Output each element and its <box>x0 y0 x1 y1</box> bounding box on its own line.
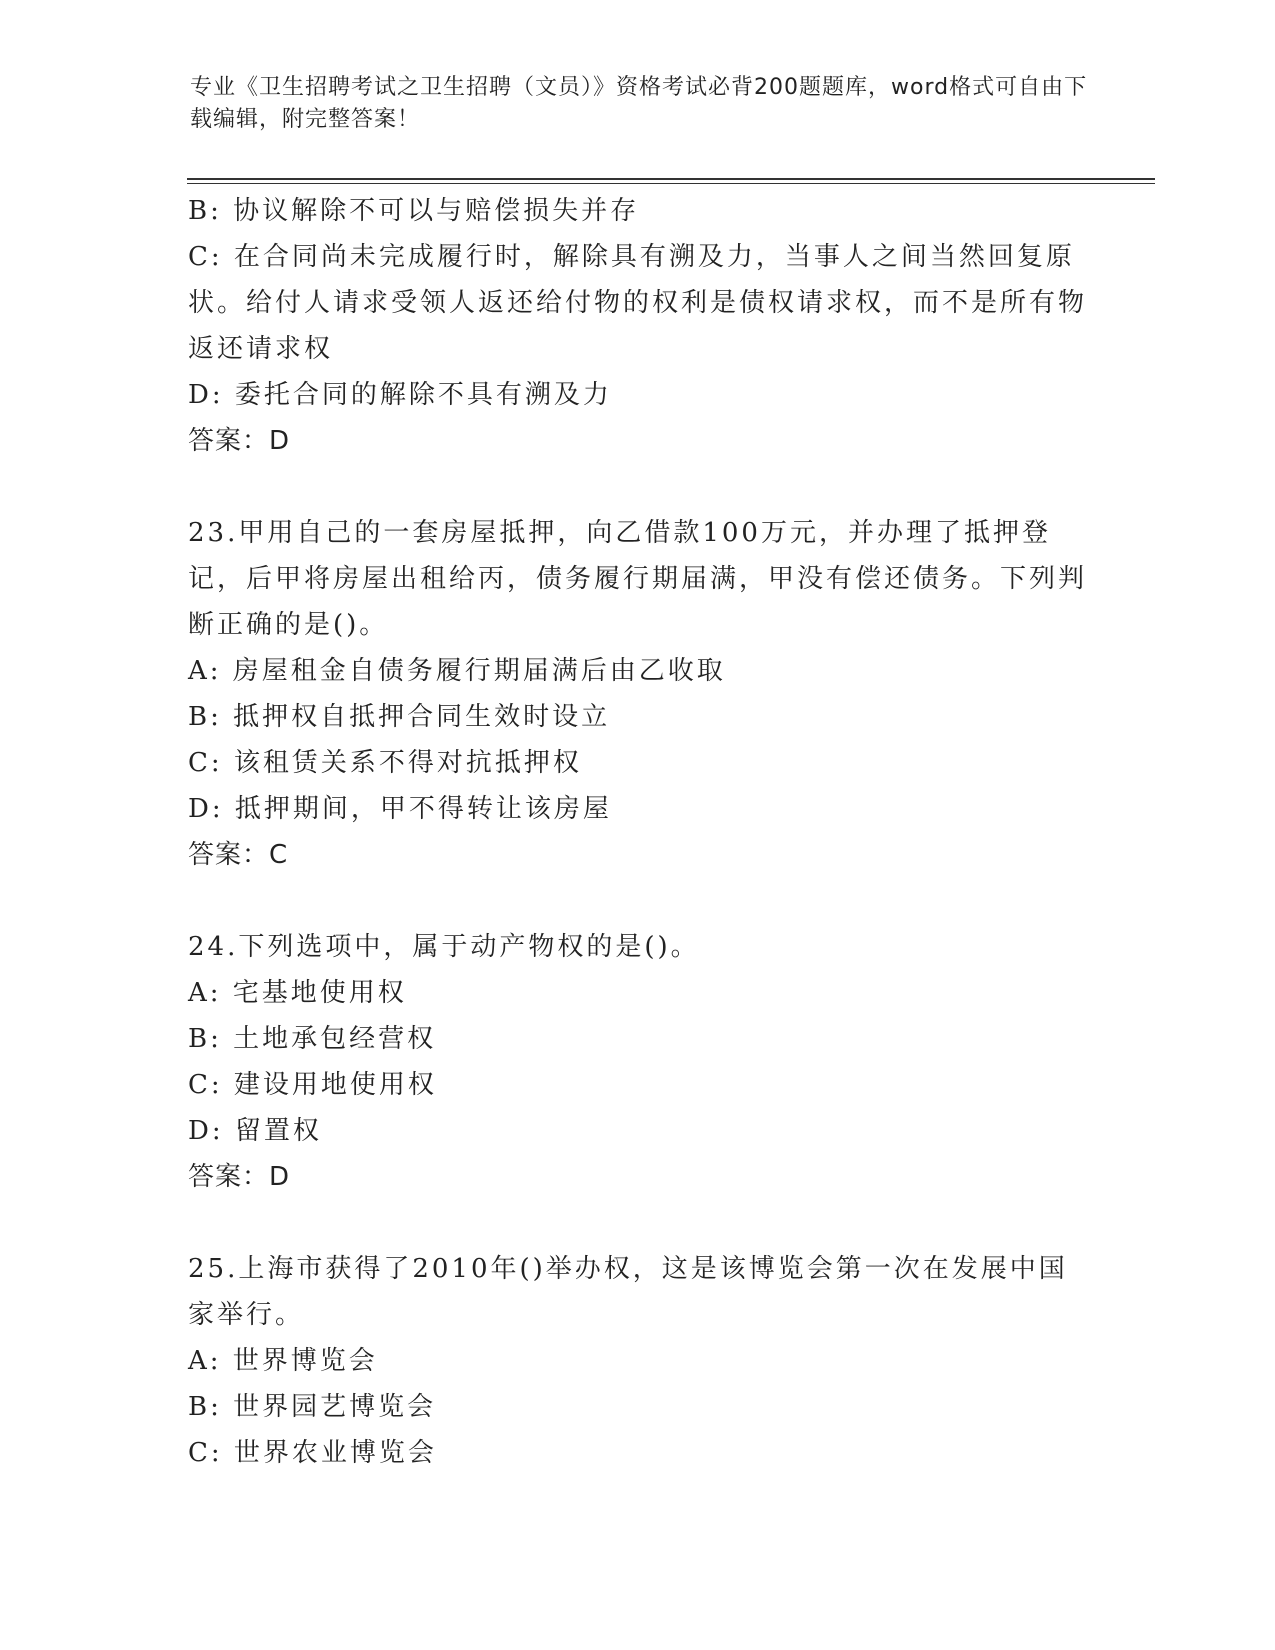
option-c: C: 在合同尚未完成履行时，解除具有溯及力，当事人之间当然回复原状。给付人请求受领人返还给付物的权利是债权请求权，而不是所有物返还请求权 <box>188 242 1088 364</box>
document-body <box>188 188 1088 1476</box>
option-b: B: 世界园艺博览会 <box>188 1392 437 1422</box>
document-header: 专业《卫生招聘考试之卫生招聘（文员）》资格考试必背200题题库，word格式可自由下载编辑，附完整答案！ <box>190 75 1088 132</box>
question-stem: 25.上海市获得了2010年()举办权，这是该博览会第一次在发展中国家举行。 <box>188 1254 1068 1330</box>
option-d: D: 抵押期间，甲不得转让该房屋 <box>188 794 612 824</box>
header-divider-thin <box>187 183 1155 184</box>
option-b: B: 土地承包经营权 <box>188 1024 437 1054</box>
option-c: C: 建设用地使用权 <box>188 1070 437 1100</box>
question-24 <box>188 924 1088 1200</box>
header-divider-thick <box>187 178 1155 180</box>
option-a: A: 世界博览会 <box>188 1346 378 1376</box>
option-b: B: 协议解除不可以与赔偿损失并存 <box>188 196 640 226</box>
option-d: D: 委托合同的解除不具有溯及力 <box>188 380 612 410</box>
previous-question-tail <box>188 188 1088 464</box>
question-stem: 23.甲用自己的一套房屋抵押，向乙借款100万元，并办理了抵押登记，后甲将房屋出租给丙，债务履行期届满，甲没有偿还债务。下列判断正确的是()。 <box>188 518 1088 640</box>
question-25 <box>188 1246 1088 1476</box>
option-a: A: 宅基地使用权 <box>188 978 407 1008</box>
question-stem: 24.下列选项中，属于动产物权的是()。 <box>188 932 700 962</box>
answer-label: 答案：D <box>188 426 291 456</box>
option-c: C: 世界农业博览会 <box>188 1438 437 1468</box>
option-d: D: 留置权 <box>188 1116 322 1146</box>
answer-label: 答案：D <box>188 1162 291 1192</box>
option-b: B: 抵押权自抵押合同生效时设立 <box>188 702 611 732</box>
answer-label: 答案：C <box>188 840 289 870</box>
option-c: C: 该租赁关系不得对抗抵押权 <box>188 748 582 778</box>
option-a: A: 房屋租金自债务履行期届满后由乙收取 <box>188 656 726 686</box>
question-23 <box>188 510 1088 878</box>
